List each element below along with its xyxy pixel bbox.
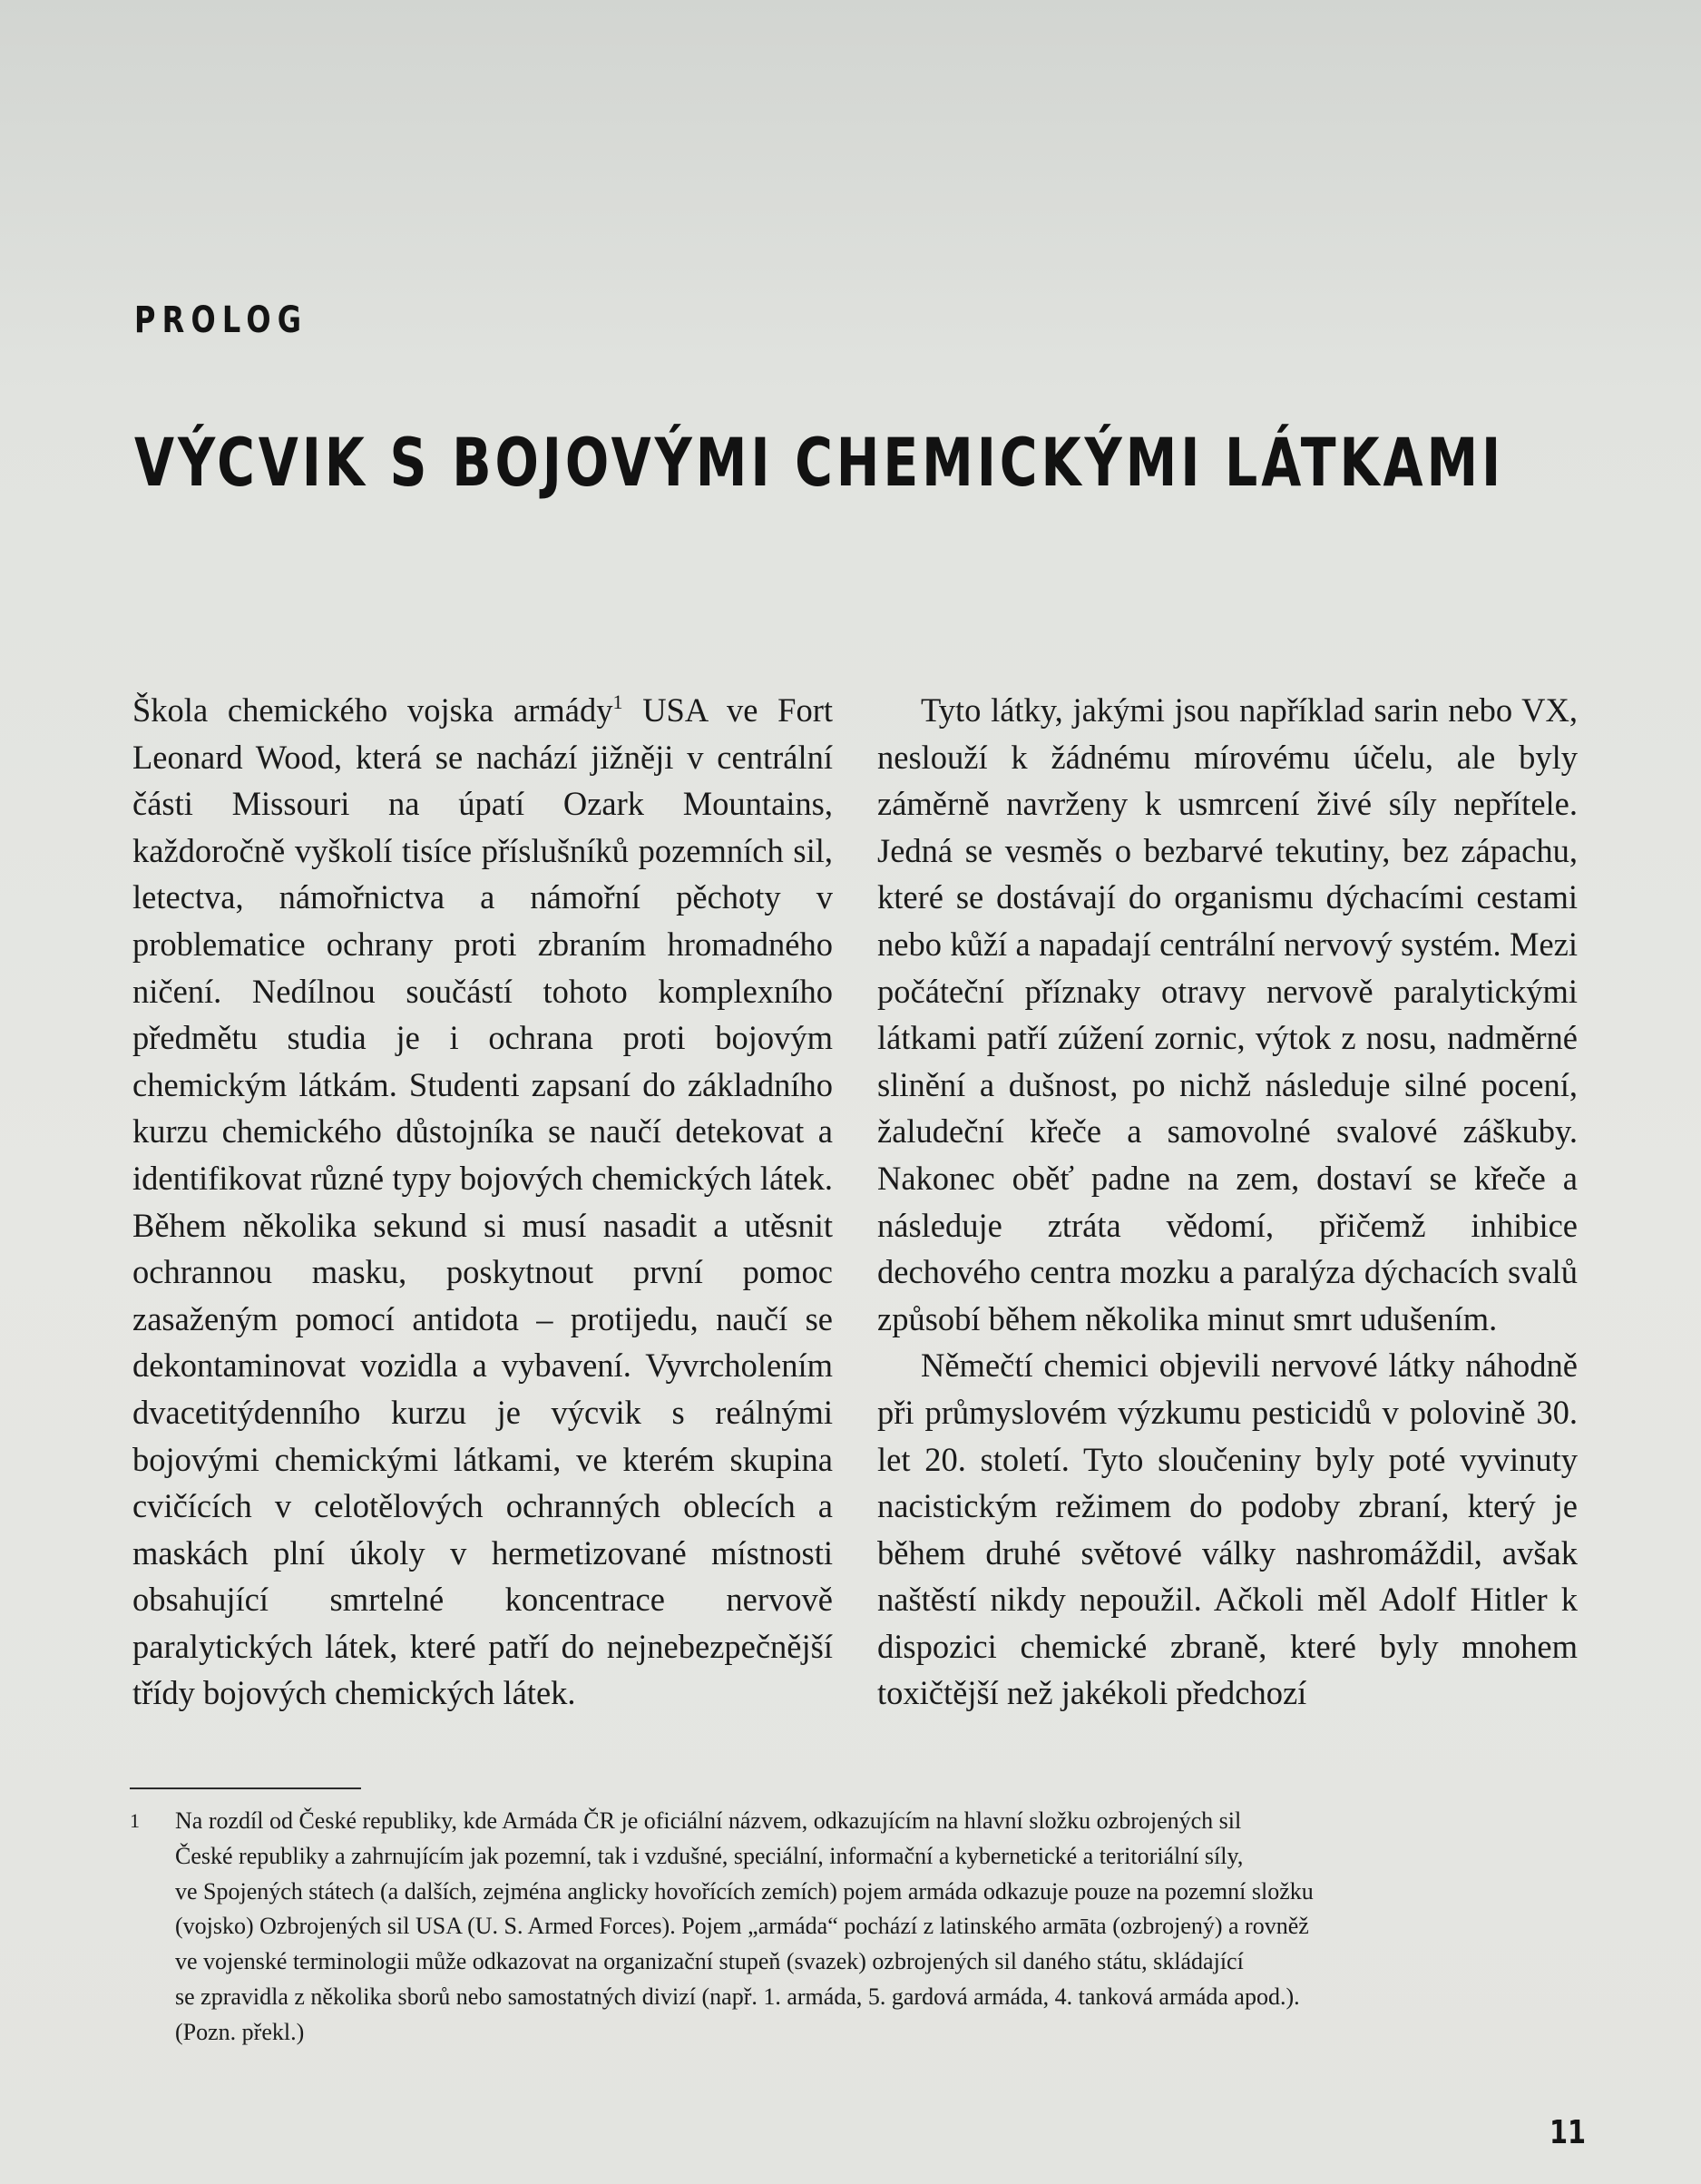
chapter-kicker: PROLOG	[134, 299, 308, 341]
footnote-text	[175, 1804, 1572, 2051]
footnote-divider	[130, 1787, 361, 1789]
right-paragraph-2: Němečtí chemici objevili nervové látky náhodně při průmyslovém výzkumu pesticidů v polovině 30. let 20. století. Tyto sloučeniny byly poté vyvinuty nacistickým režimem do podoby zbraní, který je během druhé světové války nashromáždil, avšak naštěstí nikdy nepoužil. Ačkoli měl Adolf Hitler k dispozici chemické zbraně, které byly mnohem toxičtější než jakékoli předchozí	[877, 1347, 1578, 1712]
footnote-line: České republiky a zahrnujícím jak pozemní, tak i vzdušné, speciální, informační a kybernetické a teritoriální síly,	[175, 1842, 1244, 1869]
footnote-line: ve vojenské terminologii může odkazovat na organizační stupeň (svazek) ozbrojených sil daného státu, skládající	[175, 1948, 1244, 1975]
page-number: 11	[1549, 2114, 1587, 2151]
left-paragraph	[132, 687, 833, 1717]
chapter-title: VÝCVIK S BOJOVÝMI CHEMICKÝMI LÁTKAMI	[134, 425, 1505, 502]
paragraph-text-rest: USA ve Fort Leonard Wood, která se nachází jižněji v centrální části Missouri na úpatí Ozark Mountains, každoročně vyškolí tisíce příslušníků pozemních sil, letectva, námořnictva a námořní pěchoty v problematice ochrany proti zbraním hromadného ničení. Nedílnou součástí tohoto komplexního předmětu studia je i ochrana proti bojovým chemickým látkám. Studenti zapsaní do základního kurzu chemického důstojníka se naučí detekovat a identifikovat různé typy bojových chemických látek. Během několika sekund si musí nasadit a utěsnit ochrannou masku, poskytnout první pomoc zasaženým pomocí antidota – protijedu, naučí se dekontaminovat vozidla a vybavení. Vyvrcholením dvacetitýdenního kurzu je výcvik s reálnými bojovými chemickými látkami, ve kterém skupina cvičících v celotělových ochranných oblecích a maskách plní úkoly v hermetizované místnosti obsahující smrtelné koncentrace nervově paralytických látek, které patří do nejnebezpečnější třídy bojových chemických látek.	[132, 691, 833, 1712]
right-paragraph-1: Tyto látky, jakými jsou například sarin nebo VX, neslouží k žádnému mírovému účelu, ale byly záměrně navrženy k usmrcení živé síly nepřítele. Jedná se vesměs o bezbarvé tekutiny, bez zápachu, které se dostávají do organismu dýchacími cestami nebo kůží a napadají centrální nervový systém. Mezi počáteční příznaky otravy nervově paralytickými látkami patří zúžení zornic, výtok z nosu, nadměrné slinění a dušnost, po nichž následuje silné pocení, žaludeční křeče a samovolné svalové záškuby. Nakonec oběť padne na zem, dostaví se křeče a následuje ztráta vědomí, přičemž inhibice dechového centra mozku a paralýza dýchacích svalů způsobí během několika minut smrt udušením.	[877, 691, 1578, 1337]
right-column	[877, 687, 1578, 1717]
left-column	[132, 687, 833, 1717]
paragraph-text-start: Škola chemického vojska armády	[132, 691, 613, 729]
footnote-line: ve Spojených státech (a dalších, zejména anglicky hovořících zemích) pojem armáda odkazuje pouze na pozemní složku	[175, 1877, 1314, 1905]
footnote-number: 1	[130, 1809, 140, 1832]
footnote-line: se zpravidla z několika sborů nebo samostatných divizí (např. 1. armáda, 5. gardová armáda, 4. tanková armáda apod.).	[175, 1983, 1300, 2010]
footnote-reference: 1	[612, 690, 623, 713]
footnote-line: Na rozdíl od České republiky, kde Armáda ČR je oficiální názvem, odkazujícím na hlavní složku ozbrojených sil	[175, 1807, 1242, 1834]
footnote-line: (vojsko) Ozbrojených sil USA (U. S. Armed Forces). Pojem „armáda“ pochází z latinského armāta (ozbrojený) a rovněž	[175, 1913, 1309, 1940]
footnote-line: (Pozn. překl.)	[175, 2018, 305, 2045]
